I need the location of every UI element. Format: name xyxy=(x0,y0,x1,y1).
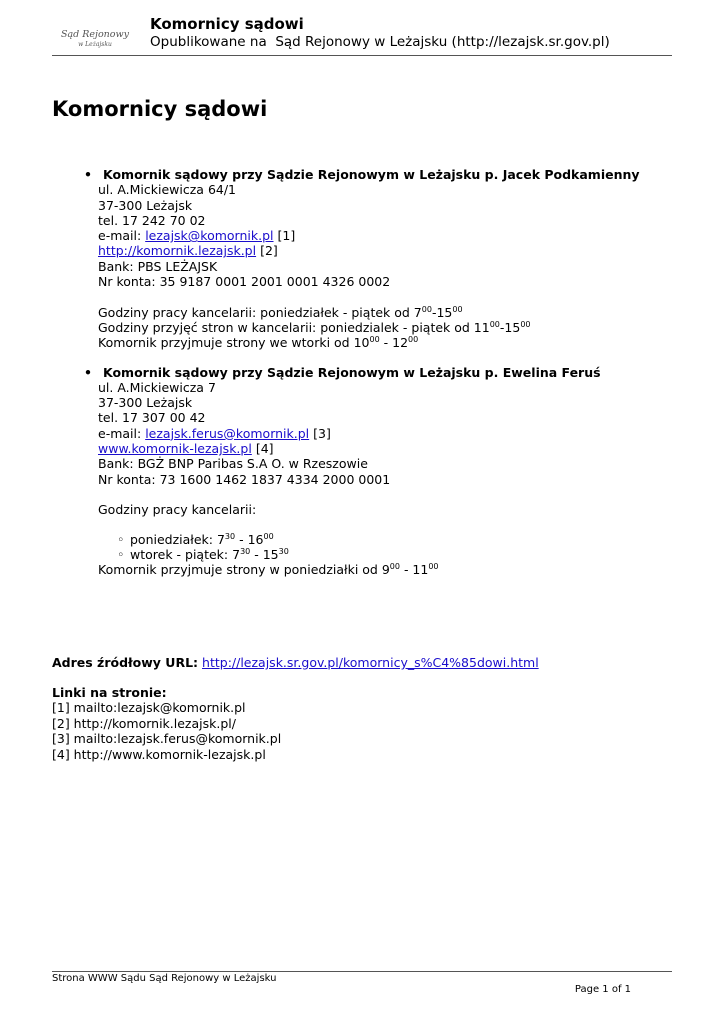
published-site: Sąd Rejonowy w Leżajsku (http://lezajsk.sr.gov.pl) xyxy=(275,34,610,50)
office-hours: Godziny pracy kancelarii: poniedziałek - piątek od $7^{00}-15^{00}$ xyxy=(98,304,463,320)
logo-line1: Sąd Rejonowy xyxy=(60,29,130,40)
email-line xyxy=(98,228,678,243)
email-link[interactable]: lezajsk@komornik.pl xyxy=(145,228,274,244)
source-label: Adres źródłowy URL: xyxy=(52,655,199,670)
email-prefix: e-mail: xyxy=(98,425,142,441)
footer-divider xyxy=(52,971,672,972)
published-prefix: Opublikowane na xyxy=(150,34,267,50)
city: 37-300 Leżajsk xyxy=(98,197,193,213)
street: ul. A.Mickiewicza 64/1 xyxy=(98,182,237,198)
link-item: [1] mailto:lezajsk@komornik.pl xyxy=(52,700,246,716)
hours-heading: Godziny pracy kancelarii: xyxy=(98,502,257,518)
bailiff-entry xyxy=(84,167,678,351)
bailiff-list xyxy=(84,167,678,578)
email-ref: [3] xyxy=(313,425,331,441)
client-hours: Godziny przyjęć stron w kancelarii: poniedzialek - piątek od $11^{00}-15^{00}$ xyxy=(98,319,531,335)
page-title: Komornicy sądowi xyxy=(52,97,268,121)
phone: tel. 17 242 70 02 xyxy=(98,212,206,228)
email-link[interactable]: lezajsk.ferus@komornik.pl xyxy=(145,425,310,441)
email-prefix: e-mail: xyxy=(98,228,142,244)
link-item: [3] mailto:lezajsk.ferus@komornik.pl xyxy=(52,731,282,747)
bullet-icon: • xyxy=(84,364,92,380)
source-url xyxy=(52,655,539,670)
website-ref: [2] xyxy=(260,243,278,259)
source-link[interactable]: http://lezajsk.sr.gov.pl/komornicy_s%C4%85dowi.html xyxy=(202,655,539,670)
email-line xyxy=(98,426,678,441)
page-header xyxy=(52,14,672,56)
bank: Bank: BGŻ BNP Paribas S.A O. w Rzeszowie xyxy=(98,456,368,472)
circle-bullet-icon: ◦ xyxy=(117,531,125,547)
reception-hours: Komornik przyjmuje strony w poniedziałki od $9^{00} - 11^{00}$ xyxy=(98,562,439,578)
bank: Bank: PBS LEŻAJSK xyxy=(98,258,218,274)
email-ref: [1] xyxy=(277,228,296,244)
schedule-item: ◦ wtorek - piątek: $7^{30} - 15^{30}$ xyxy=(117,546,289,562)
header-title: Komornicy sądowi xyxy=(150,15,304,33)
phone: tel. 17 307 00 42 xyxy=(98,410,206,426)
schedule-item: ◦ poniedziałek: $7^{30} - 16^{00}$ xyxy=(117,531,274,547)
link-item: [4] http://www.komornik-lezajsk.pl xyxy=(52,746,266,762)
bailiff-name: Komornik sądowy przy Sądzie Rejonowym w Leżajsku p. Ewelina Feruś xyxy=(103,364,601,380)
bailiff-entry xyxy=(84,364,678,578)
page-number: Page 1 of 1 xyxy=(574,984,631,995)
footer-site: Strona WWW Sądu Sąd Rejonowy w Leżajsku xyxy=(52,973,277,984)
court-logo xyxy=(60,30,130,50)
reception-hours: Komornik przyjmuje strony we wtorki od $10^{00} - 12^{00}$ xyxy=(98,335,419,351)
website-link[interactable]: www.komornik-lezajsk.pl xyxy=(98,441,252,457)
link-item: [2] http://komornik.lezajsk.pl/ xyxy=(52,715,236,731)
logo-line2: w Leżajsku xyxy=(78,41,112,48)
bullet-icon: • xyxy=(84,167,92,182)
page-links xyxy=(52,685,281,762)
links-title: Linki na stronie: xyxy=(52,685,167,700)
website-ref: [4] xyxy=(255,441,274,457)
street: ul. A.Mickiewicza 7 xyxy=(98,379,216,395)
website-line xyxy=(98,243,678,258)
schedule-list xyxy=(98,532,678,563)
bailiff-name: Komornik sądowy przy Sądzie Rejonowym w Leżajsku p. Jacek Podkamienny xyxy=(103,167,640,182)
account-number: Nr konta: 73 1600 1462 1837 4334 2000 0001 xyxy=(98,471,391,487)
city: 37-300 Leżajsk xyxy=(98,395,193,411)
website-link[interactable]: http://komornik.lezajsk.pl xyxy=(98,243,257,259)
website-line xyxy=(98,441,678,456)
header-published xyxy=(150,34,610,50)
account-number: Nr konta: 35 9187 0001 2001 0001 4326 0002 xyxy=(98,274,391,290)
circle-bullet-icon: ◦ xyxy=(117,546,125,562)
